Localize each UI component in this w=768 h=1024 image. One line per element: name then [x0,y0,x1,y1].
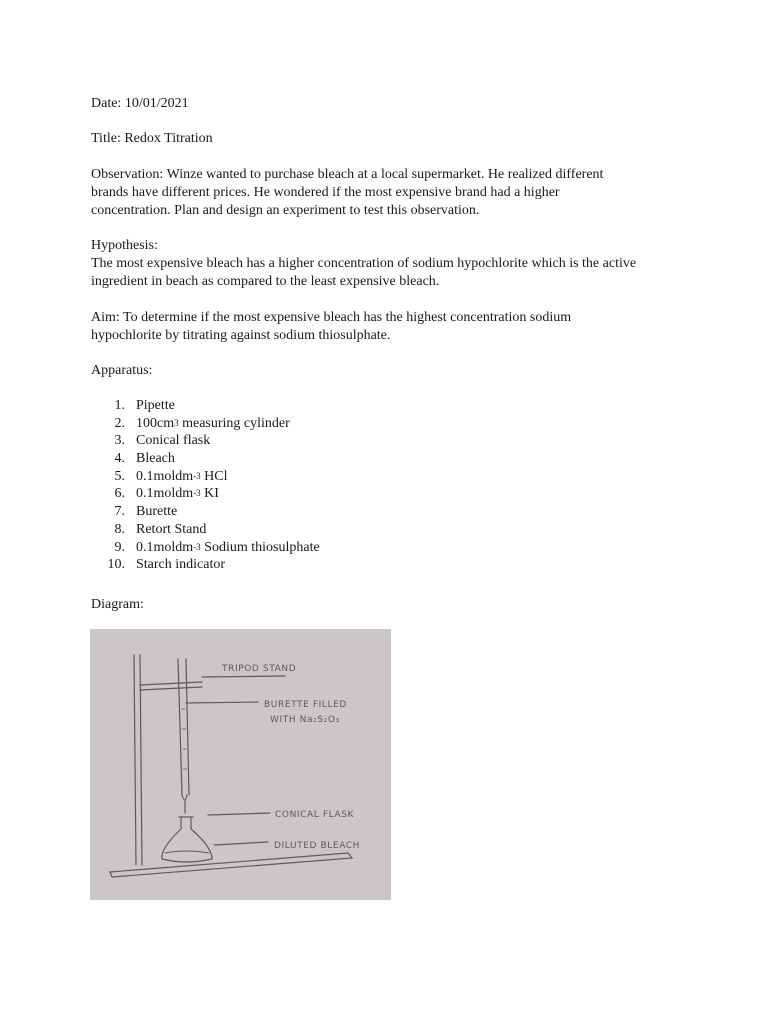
list-item: 6. 0.1moldm $^{-3}$ KI [114,486,219,502]
observation-section [91,166,691,220]
list-item: 2. 100cm $^3$ measuring cylinder [114,415,290,431]
title-value: Redox Titration [124,131,213,146]
hypothesis-label: Hypothesis: [91,238,158,253]
list-item: 1. Pipette [114,398,175,413]
apparatus-label: Apparatus: [91,363,153,378]
observation-line-3: concentration. Plan and design an experiment to test this observation. [91,203,480,218]
title-line [91,130,691,148]
stand-rod [134,655,142,865]
hypothesis-section [91,237,751,291]
annotation-stand: TRIPOD STAND [222,664,297,674]
stand-base [110,853,352,877]
list-item: 3. Conical flask [114,433,211,449]
list-item: 9. 0.1moldm $^{-3}$ Sodium thiosulphate [114,539,320,555]
annotation-burette-2: WITH Na₂S₂O₃ [270,715,340,725]
burette-graduations [182,709,187,769]
date-label: Date: [91,96,122,111]
annotation-flask: CONICAL FLASK [275,810,355,820]
apparatus-list [91,397,591,574]
aim-line-2: hypochlorite by titrating against sodium thiosulphate. [91,328,391,343]
title-label: Title: [91,131,121,146]
date-value: 10/01/2021 [124,96,189,111]
list-item: 5. 0.1moldm $^{-3}$ HCl [114,468,228,484]
aim-line-1: Aim: To determine if the most expensive bleach has the highest concentration sodium [91,310,572,325]
diagram-label: Diagram: [91,597,144,612]
stand-pointer-line [202,676,285,677]
burette-tip [182,795,187,813]
aim-label: Aim: [91,310,120,325]
list-item: 10. Starch indicator [107,557,226,573]
annotation-bleach: DILUTED BLEACH [274,841,361,851]
date-line [91,95,691,113]
conical-flask [162,817,212,862]
list-item: 8. Retort Stand [114,521,207,537]
burette-tube [178,659,189,795]
aim-section [91,309,691,345]
bleach-pointer-line [214,842,268,845]
stand-clamp [140,682,202,690]
list-item: 4. Bleach [114,451,175,467]
observation-label: Observation: [91,167,164,182]
hypothesis-line-1: The most expensive bleach has a higher concentration of sodium hypochlorite which is the active [91,256,637,271]
hypothesis-line-2: ingredient in beach as compared to the least expensive bleach. [91,274,440,289]
annotation-burette-1: BURETTE FILLED [264,700,347,710]
titration-sketch [90,629,391,900]
list-item: 7. Burette [114,504,178,520]
flask-liquid-line [165,851,209,853]
titration-diagram-photo [90,629,391,900]
flask-pointer-line [208,813,270,815]
observation-line-2: brands have different prices. He wondered if the most expensive brand had a higher [91,185,560,200]
observation-line-1: Observation: Winze wanted to purchase bleach at a local supermarket. He realized different [91,167,604,182]
burette-pointer-line [186,702,258,703]
